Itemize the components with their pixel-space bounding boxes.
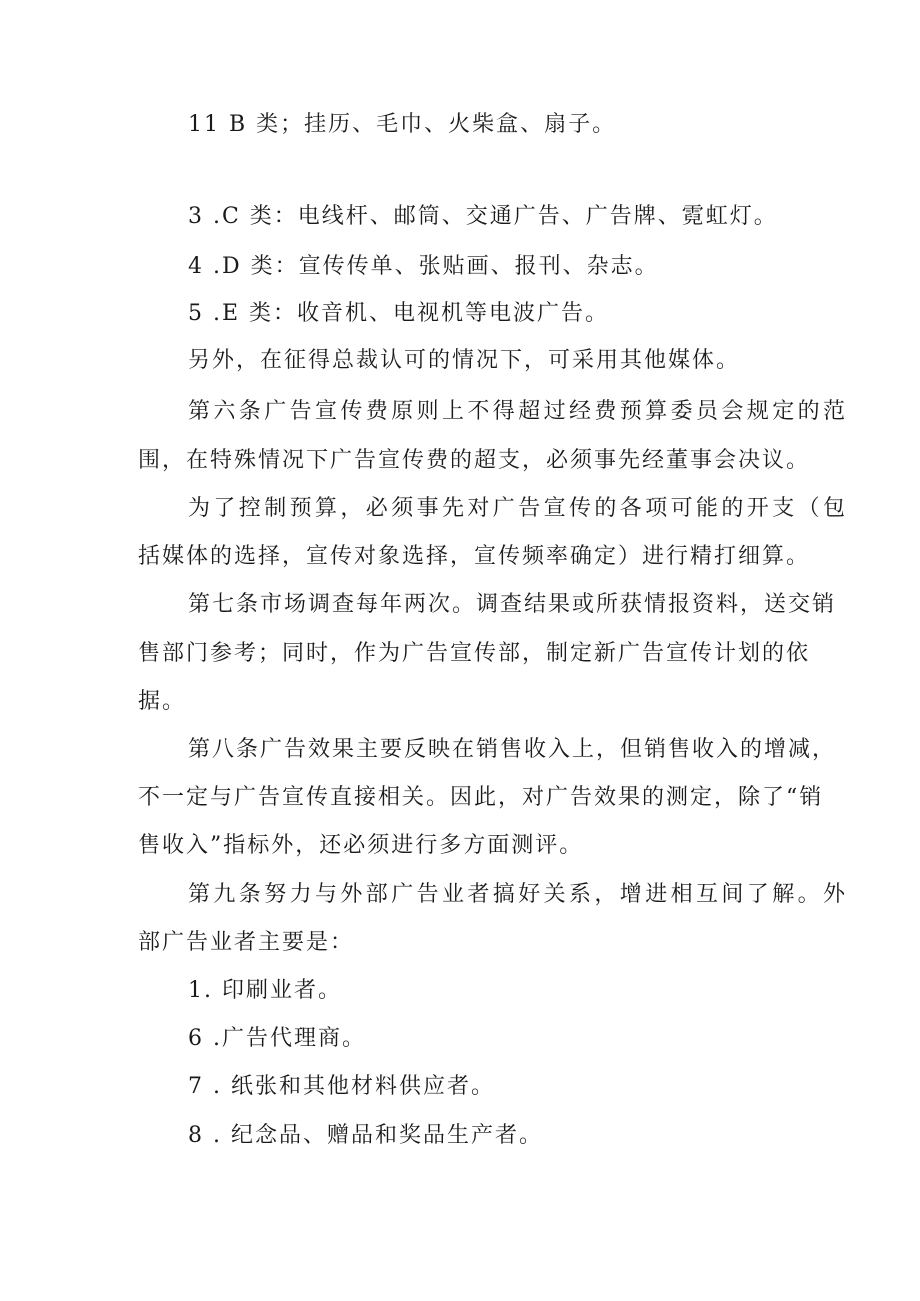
paragraph-other-media: 另外，在征得总裁认可的情况下，可采用其他媒体。 bbox=[188, 348, 741, 373]
article-6-line-1: 第六条广告宣传费原则上不得超过经费预算委员会规定的范 bbox=[188, 399, 849, 424]
vendor-item-6: 6 .广告代理商。 bbox=[188, 1026, 366, 1051]
article-9-line-1: 第九条努力与外部广告业者搞好关系，增进相互间了解。外 bbox=[188, 882, 849, 907]
list-item-d: 4 .D 类：宣传传单、张贴画、报刊、杂志。 bbox=[188, 254, 659, 279]
list-item-e: 5 .E 类：收音机、电视机等电波广告。 bbox=[188, 301, 610, 326]
vendor-item-1: 1. 印刷业者。 bbox=[188, 978, 342, 1003]
article-7-line-3: 据。 bbox=[138, 689, 187, 714]
article-6-line-2: 围，在特殊情况下广告宣传费的超支，必须事先经董事会决议。 bbox=[138, 448, 811, 473]
vendor-item-8: 8 . 纪念品、赠品和奖品生产者。 bbox=[188, 1123, 543, 1148]
article-7-line-1: 第七条市场调查每年两次。调查结果或所获情报资料，送交销 bbox=[188, 592, 837, 617]
article-8-line-2: 不一定与广告宣传直接相关。因此，对广告效果的测定，除了“销 bbox=[138, 785, 824, 810]
list-item-b: 11 B 类；挂历、毛巾、火柴盒、扇子。 bbox=[188, 112, 617, 137]
budget-paragraph-line-2: 括媒体的选择，宣传对象选择，宣传频率确定）进行精打细算。 bbox=[138, 544, 811, 569]
vendor-item-7: 7 . 纸张和其他材料供应者。 bbox=[188, 1074, 495, 1099]
article-7-line-2: 售部门参考；同时，作为广告宣传部，制定新广告宣传计划的依 bbox=[138, 641, 811, 666]
article-8-line-1: 第八条广告效果主要反映在销售收入上，但销售收入的增减， bbox=[188, 737, 837, 762]
list-item-c: 3 .C 类：电线杆、邮筒、交通广告、广告牌、霓虹灯。 bbox=[188, 204, 778, 229]
article-9-line-2: 部广告业者主要是： bbox=[138, 930, 355, 955]
budget-paragraph-line-1: 为了控制预算，必须事先对广告宣传的各项可能的开支（包 bbox=[188, 496, 849, 521]
article-8-line-3: 售收入”指标外，还必须进行多方面测评。 bbox=[138, 833, 584, 858]
